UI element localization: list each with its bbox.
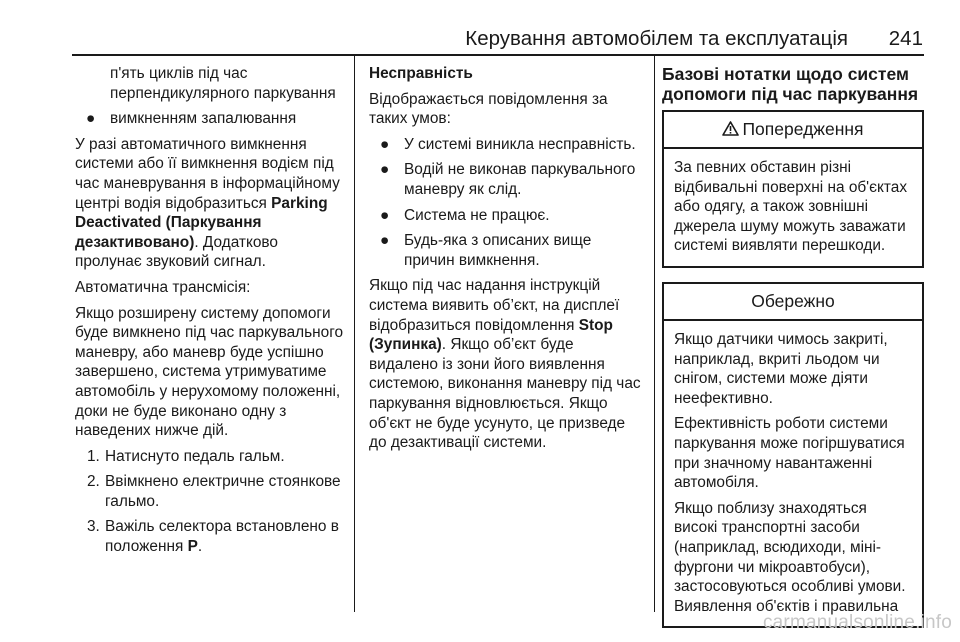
- numbered-item: [75, 517, 347, 556]
- item-number: 3.: [87, 518, 100, 536]
- item-text-part: .: [197, 538, 203, 556]
- list-item-text: Система не працює.: [404, 206, 550, 224]
- section-heading-malfunction: Несправність: [369, 65, 473, 82]
- middle-column: [369, 64, 645, 459]
- caution-paragraph: Ефективність роботи системи паркування може погіршуватися при значному навантаженні автомобіля.: [674, 415, 905, 492]
- caution-paragraph: Якщо датчики чимось закриті, наприклад, вкриті льодом чи снігом, системи може діяти неефективно.: [674, 330, 888, 407]
- header-divider: [72, 54, 924, 56]
- warning-title-text: Попередження: [742, 119, 864, 139]
- watermark: carmanualsonline.info: [762, 612, 952, 633]
- bullet-icon: ●: [380, 232, 390, 250]
- column-divider-left: [354, 56, 355, 612]
- item-text: Натиснуто педаль гальм.: [105, 447, 285, 465]
- message-parking-deactivated: Parking Deactivated (Паркування дезактивовано): [75, 194, 328, 251]
- item-text: Ввімкнено електричне стоянкове гальмо.: [105, 473, 341, 510]
- column-divider-right: [654, 56, 655, 612]
- list-item: [369, 160, 645, 199]
- gear-position-p: P: [187, 538, 198, 556]
- paragraph-text: У разі автоматичного вимкнення системи або її вимкнення водієм під час маневрування в інформаційному центрі водія відобразиться: [75, 135, 340, 212]
- warning-triangle-icon: [722, 121, 739, 136]
- list-item-text: Будь-яка з описаних вище причин вимкнення.: [404, 232, 592, 269]
- bullet-icon: ●: [380, 161, 390, 179]
- list-item-text: вимкненням запалювання: [110, 110, 297, 128]
- item-number: 2.: [87, 473, 100, 491]
- list-item: [369, 135, 645, 155]
- caution-box-body: [664, 321, 922, 626]
- list-item: [369, 206, 645, 226]
- caution-box: [662, 282, 924, 628]
- numbered-item: [75, 472, 347, 511]
- page-title: Керування автомобілем та експлуатація: [465, 27, 848, 50]
- list-item: [369, 231, 645, 270]
- message-stop: Stop (Зупинка): [369, 316, 613, 354]
- transmission-label: Автоматична трансмісія:: [75, 278, 251, 296]
- left-column: [75, 64, 347, 563]
- warning-text: За певних обставин різні відбивальні поверхні на об'єктах або одягу, а також зовнішні джерела шуму можуть заважати системі виявляти перешкоди.: [674, 159, 908, 255]
- paragraph-text: . Додатково пролунає звуковий сигнал.: [75, 233, 278, 271]
- caution-box-title: Обережно: [664, 284, 922, 321]
- section-heading-basics: Базові нотатки щодо систем допомоги під час паркування: [662, 64, 919, 104]
- list-item: [75, 109, 347, 129]
- right-column: [662, 64, 924, 642]
- auto-off-paragraph: [75, 135, 347, 272]
- bullet-icon: ●: [86, 110, 96, 128]
- warning-box: [662, 110, 924, 268]
- warning-box-title: [664, 112, 922, 149]
- malfunction-intro: Відображається повідомлення за таких умов:: [369, 90, 608, 128]
- page-header: [0, 0, 960, 56]
- item-number: 1.: [87, 447, 100, 465]
- continued-text: п'ять циклів під час перпендикулярного паркування: [110, 65, 336, 102]
- item-text-part: Важіль селектора встановлено в положення: [105, 518, 339, 556]
- list-item-text: Водій не виконав паркувального маневру як слід.: [404, 161, 636, 198]
- warning-box-body: [664, 149, 922, 266]
- item-text: [105, 518, 339, 555]
- paragraph-text: . Якщо об’єкт буде видалено із зони його виявлення системою, виконання маневру під час паркування відновлюється. Якщо об'єкт не буде усунуто, це призведе до дезактивації системи.: [369, 336, 641, 452]
- page-number: 241: [888, 27, 923, 50]
- numbered-item: [75, 447, 347, 467]
- paragraph-text: Якщо під час надання інструкцій система виявить об’єкт, на дисплеї відобразиться повідомлення: [369, 277, 620, 334]
- stop-paragraph: [369, 276, 645, 452]
- caution-paragraph: Якщо поблизу знаходяться високі транспортні засоби (наприклад, всюдиходи, міні-фургони чи мікроавтобуси), застосовуються особливі умови. Виявлення об'єктів і правильна: [674, 499, 906, 615]
- extended-system-paragraph: Якщо розширену систему допомоги буде вимкнено під час паркувального маневру, або маневр буде успішно завершено, система утримуватиме автомобіль у нерухомому положенні, доки не буде виконано одну з наведених нижче дій.: [75, 304, 344, 440]
- bullet-icon: ●: [380, 135, 390, 153]
- bullet-icon: ●: [380, 206, 390, 224]
- list-item-text: У системі виникла несправність.: [404, 135, 636, 153]
